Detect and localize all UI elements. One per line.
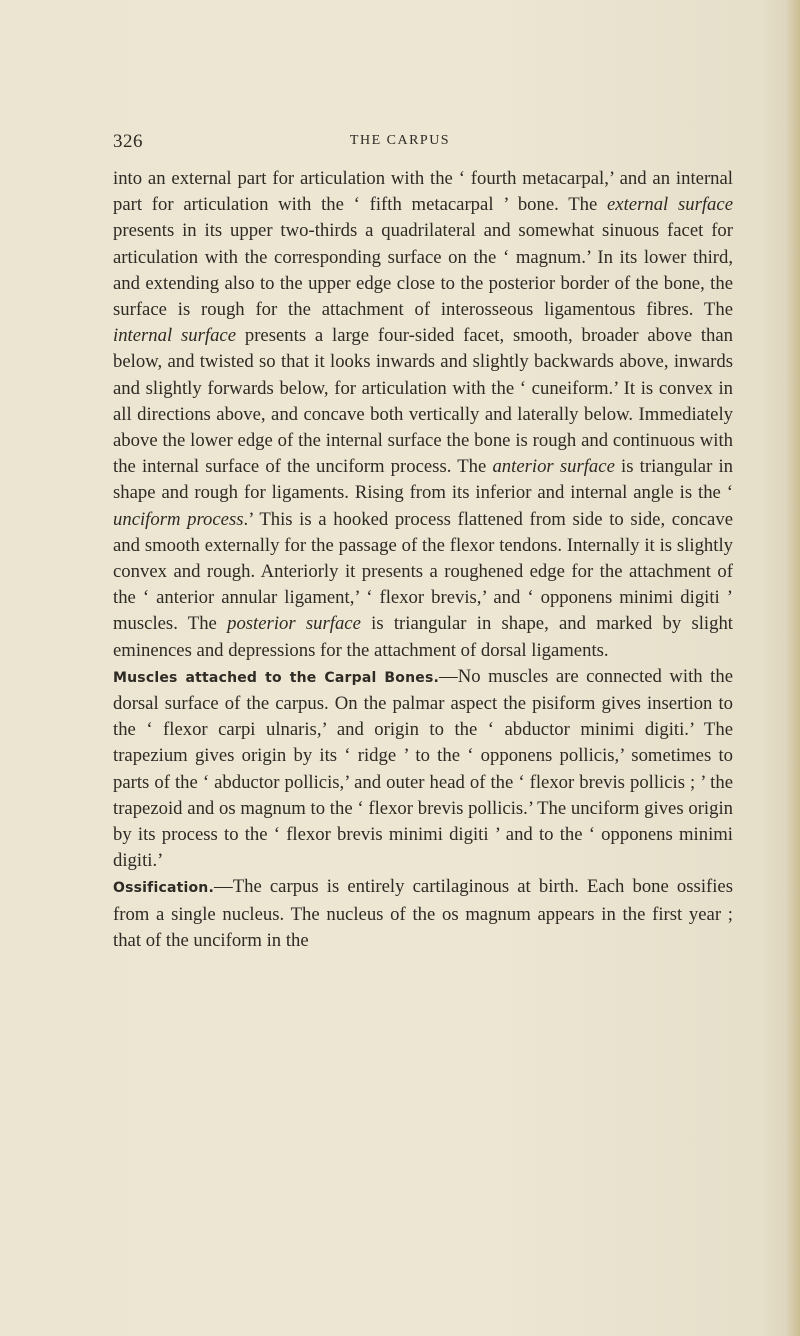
text-run: presents in its upper two-thirds a quadrilateral and somewhat sinuous facet for articulation with the corresponding surface on the ‘ magnum.’ In its lower third, and extending also to the upper edge close to the posterior border of the bone, the surface is rough for the attachment of interosseous ligamentous fibres. The bbox=[113, 220, 733, 321]
italic-term: internal surface bbox=[113, 325, 237, 347]
text-run: —The carpus is entirely cartilaginous at birth. Each bone ossifies from a single nucleus. The nucleus of the os magnum appears in the first year ; that of the unciform in the bbox=[113, 876, 733, 951]
text-run: is triangular in shape, and marked by slight eminences and depressions for the attachment of dorsal ligaments. bbox=[113, 613, 733, 661]
italic-term: unciform process bbox=[113, 508, 244, 530]
section-heading: Ossification. bbox=[113, 880, 214, 897]
section-heading: Muscles attached to the Carpal Bones. bbox=[113, 669, 440, 686]
text-run: presents a large four-sided facet, smooth, broader above than below, and twisted so that it looks inwards and slightly backwards above, inwards and slightly forwards below, for articulation with the ‘ cuneiform.’ It is convex in all directions above, and concave both vertically and laterally below. Immediately above the lower edge of the internal surface the bone is rough and continuous with the internal surface of the unciform process. The bbox=[113, 325, 734, 478]
text-run: into an external part for articulation with the ‘ fourth metacarpal,’ and an internal part for articulation with the ‘ fifth metacarpal ’ bone. The bbox=[113, 168, 733, 216]
text-run: .’ This is a hooked process flattened from side to side, concave and smooth externally for the passage of the flexor tendons. Internally it is slightly convex and rough. Anteriorly it presents a roughened edge for the attachment of the ‘ anterior annular ligament,’ ‘ flexor brevis,’ and ‘ opponens minimi digiti ’ muscles. The bbox=[113, 508, 733, 635]
body-text bbox=[113, 166, 733, 954]
page-number: 326 bbox=[113, 131, 143, 152]
italic-term: anterior surface bbox=[492, 456, 615, 478]
paragraph bbox=[113, 166, 733, 664]
paragraph bbox=[113, 874, 733, 954]
page-header bbox=[0, 131, 800, 155]
running-title: THE CARPUS bbox=[349, 133, 451, 148]
text-run: is triangular in shape and rough for ligaments. Rising from its inferior and internal angle is the ‘ bbox=[113, 456, 733, 504]
italic-term: posterior surface bbox=[227, 613, 361, 635]
paragraph bbox=[113, 664, 733, 875]
italic-term: external surface bbox=[607, 194, 733, 216]
text-run: —No muscles are connected with the dorsal surface of the carpus. On the palmar aspect the pisiform gives insertion to the ‘ flexor carpi ulnaris,’ and origin to the ‘ abductor minimi digiti.’ The trapezium gives origin by its ‘ ridge ’ to the ‘ opponens pollicis,’ sometimes to parts of the ‘ abductor pollicis,’ and outer head of the ‘ flexor brevis pollicis ; ’ the trapezoid and os magnum to the ‘ flexor brevis pollicis.’ The unciform gives origin by its process to the ‘ flexor brevis minimi digiti ’ and to the ‘ opponens minimi digiti.’ bbox=[113, 665, 734, 872]
page-edge-shadow bbox=[786, 0, 800, 1336]
